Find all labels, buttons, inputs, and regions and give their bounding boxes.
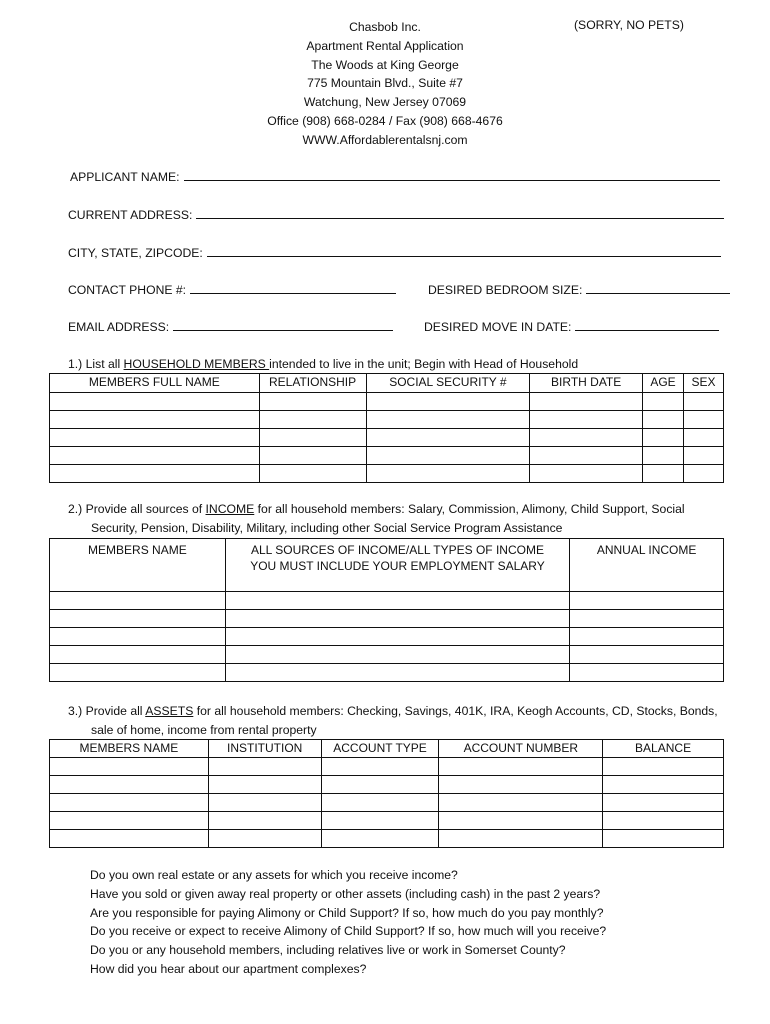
table-row bbox=[50, 465, 724, 483]
col-account-type: ACCOUNT TYPE bbox=[321, 740, 439, 758]
street-address: 775 Mountain Blvd., Suite #7 bbox=[307, 76, 463, 91]
question-item: Are you responsible for paying Alimony or Child Support? If so, how much do you pay monthly? bbox=[90, 905, 604, 920]
move-in-date-field[interactable] bbox=[424, 319, 719, 334]
col-relationship: RELATIONSHIP bbox=[259, 374, 366, 393]
table-row bbox=[50, 628, 724, 646]
bedroom-size-label: DESIRED BEDROOM SIZE: bbox=[428, 283, 583, 297]
table-row bbox=[50, 776, 724, 794]
col-birth-date: BIRTH DATE bbox=[530, 374, 643, 393]
current-address-field[interactable] bbox=[68, 207, 724, 222]
move-in-date-label: DESIRED MOVE IN DATE: bbox=[424, 320, 572, 334]
table-row bbox=[50, 646, 724, 664]
company-name: Chasbob Inc. bbox=[349, 20, 421, 34]
assets-table bbox=[49, 739, 724, 848]
phone-fax: Office (908) 668-0284 / Fax (908) 668-4676 bbox=[267, 113, 503, 128]
letterhead bbox=[0, 18, 770, 150]
email-field[interactable] bbox=[68, 319, 393, 334]
table-row bbox=[50, 794, 724, 812]
col-sex: SEX bbox=[684, 374, 724, 393]
section3-underlined: ASSETS bbox=[145, 704, 194, 718]
col-members-full-name: MEMBERS FULL NAME bbox=[50, 374, 260, 393]
income-instruction bbox=[68, 500, 685, 537]
section2-underlined: INCOME bbox=[205, 502, 255, 516]
contact-phone-field[interactable] bbox=[68, 282, 396, 297]
website: WWW.Affordablerentalsnj.com bbox=[302, 132, 468, 147]
current-address-label: CURRENT ADDRESS: bbox=[68, 208, 193, 222]
table-row bbox=[50, 664, 724, 682]
section3-continuation: sale of home, income from rental property bbox=[91, 722, 317, 737]
table-row bbox=[50, 758, 724, 776]
income-sources-line1: ALL SOURCES OF INCOME/ALL TYPES OF INCOME bbox=[251, 543, 544, 557]
question-item: Do you own real estate or any assets for which you receive income? bbox=[90, 868, 458, 882]
contact-phone-line[interactable] bbox=[190, 282, 396, 294]
form-title: Apartment Rental Application bbox=[306, 38, 464, 53]
col-income-sources bbox=[225, 539, 569, 592]
email-label: EMAIL ADDRESS: bbox=[68, 320, 170, 334]
bedroom-size-field[interactable] bbox=[428, 282, 730, 297]
col-institution: INSTITUTION bbox=[208, 740, 321, 758]
table-row bbox=[50, 447, 724, 465]
section2-prefix: 2.) Provide all sources of bbox=[68, 502, 206, 516]
question-item: Do you receive or expect to receive Alimony of Child Support? If so, how much will you receive? bbox=[90, 924, 607, 939]
income-table bbox=[49, 538, 724, 682]
city-state-zip-label: CITY, STATE, ZIPCODE: bbox=[68, 246, 203, 260]
assets-instruction bbox=[68, 702, 718, 739]
email-line[interactable] bbox=[173, 319, 393, 331]
income-sources-line2: YOU MUST INCLUDE YOUR EMPLOYMENT SALARY bbox=[250, 559, 545, 573]
section2-continuation: Security, Pension, Disability, Military, including other Social Service Program Assistance bbox=[91, 520, 563, 535]
questions-list bbox=[90, 866, 606, 979]
table-row bbox=[50, 610, 724, 628]
section1-underlined: HOUSEHOLD MEMBERS bbox=[123, 357, 270, 371]
col-annual-income: ANNUAL INCOME bbox=[570, 539, 724, 592]
question-item: How did you hear about our apartment complexes? bbox=[90, 961, 367, 976]
contact-phone-label: CONTACT PHONE #: bbox=[68, 283, 187, 297]
col-social-security: SOCIAL SECURITY # bbox=[366, 374, 530, 393]
col-balance: BALANCE bbox=[603, 740, 724, 758]
col-members-name: MEMBERS NAME bbox=[50, 539, 226, 592]
col-account-number: ACCOUNT NUMBER bbox=[439, 740, 603, 758]
household-members-table bbox=[49, 373, 724, 483]
household-members-instruction bbox=[68, 355, 578, 374]
applicant-name-field[interactable] bbox=[70, 169, 720, 184]
bedroom-size-line[interactable] bbox=[586, 282, 730, 294]
table-row bbox=[50, 830, 724, 848]
applicant-name-label: APPLICANT NAME: bbox=[70, 170, 180, 184]
section1-suffix: intended to live in the unit; Begin with Head of Household bbox=[269, 357, 579, 371]
city-state-zip-line[interactable] bbox=[207, 245, 721, 257]
applicant-name-line[interactable] bbox=[184, 169, 720, 181]
col-members-name: MEMBERS NAME bbox=[50, 740, 209, 758]
section3-suffix: for all household members: Checking, Savings, 401K, IRA, Keogh Accounts, CD, Stocks, Bonds, bbox=[193, 704, 718, 718]
table-row bbox=[50, 393, 724, 411]
current-address-line[interactable] bbox=[196, 207, 724, 219]
city-state-zip-field[interactable] bbox=[68, 245, 721, 260]
section1-prefix: 1.) List all bbox=[68, 357, 124, 371]
question-item: Do you or any household members, including relatives live or work in Somerset County? bbox=[90, 943, 566, 958]
table-row bbox=[50, 812, 724, 830]
city-line: Watchung, New Jersey 07069 bbox=[303, 95, 467, 110]
section3-prefix: 3.) Provide all bbox=[68, 704, 146, 718]
property-name: The Woods at King George bbox=[311, 57, 459, 72]
table-row bbox=[50, 429, 724, 447]
col-age: AGE bbox=[643, 374, 684, 393]
section2-suffix: for all household members: Salary, Commission, Alimony, Child Support, Social bbox=[254, 502, 685, 516]
question-item: Have you sold or given away real property or other assets (including cash) in the past 2 years? bbox=[90, 886, 601, 901]
move-in-date-line[interactable] bbox=[575, 319, 719, 331]
no-pets-notice: (SORRY, NO PETS) bbox=[574, 18, 684, 32]
table-row bbox=[50, 592, 724, 610]
table-row bbox=[50, 411, 724, 429]
